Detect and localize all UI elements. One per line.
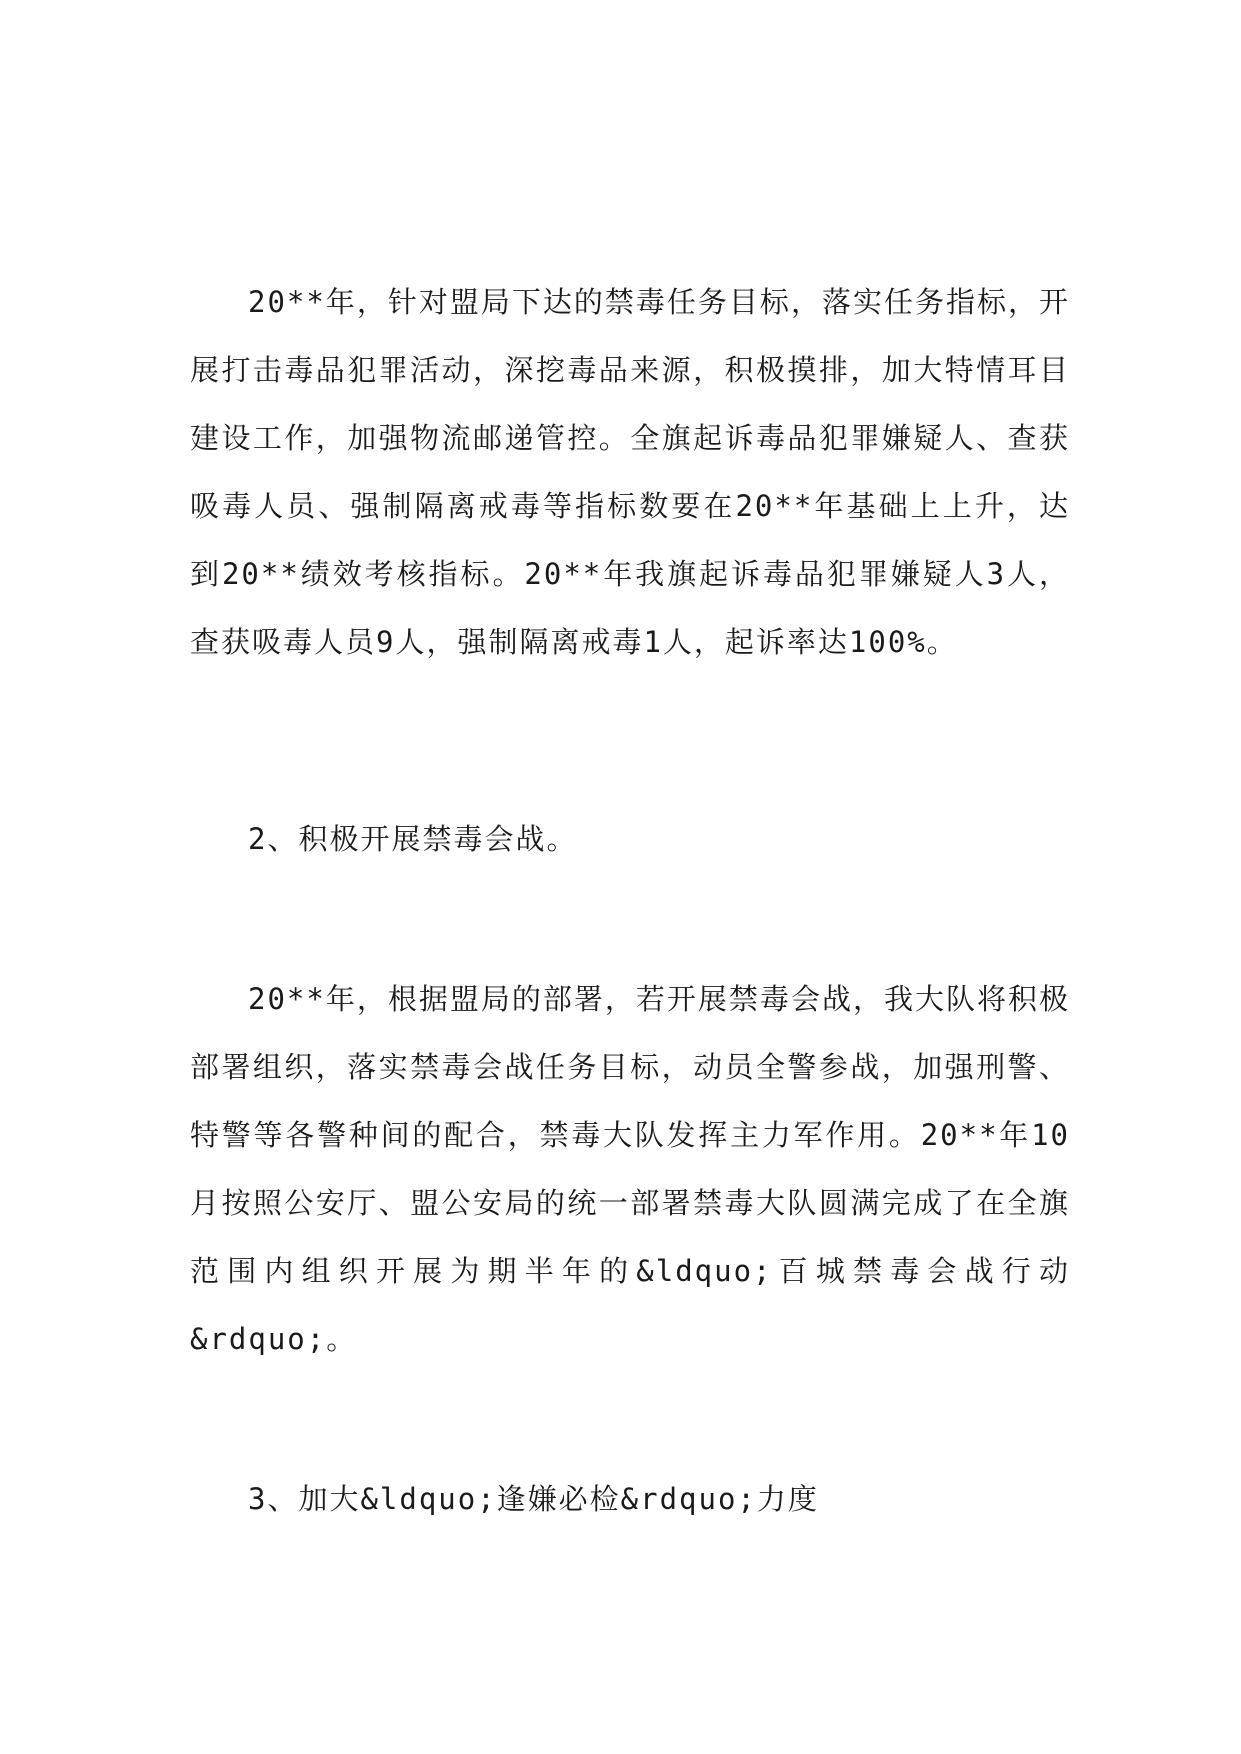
section-heading-3: 3、加大&ldquo;逢嫌必检&rdquo;力度 bbox=[248, 1482, 819, 1516]
paragraph-drug-campaign: 20**年，根据盟局的部署，若开展禁毒会战，我大队将积极部署组织，落实禁毒会战任务目标，动员全警参战，加强刑警、特警等各警种间的配合，禁毒大队发挥主力军作用。20**年10月按照公安厅、盟公安局的统一部署禁毒大队圆满完成了在全旗范围内组织开展为期半年的&ldquo;百城禁毒会战行动&rdquo;。 bbox=[190, 982, 1070, 1356]
section-heading-2: 2、积极开展禁毒会战。 bbox=[248, 822, 578, 856]
paragraph-drug-targets: 20**年，针对盟局下达的禁毒任务目标，落实任务指标，开展打击毒品犯罪活动，深挖毒品来源，积极摸排，加大特情耳目建设工作，加强物流邮递管控。全旗起诉毒品犯罪嫌疑人、查获吸毒人员、强制隔离戒毒等指标数要在20**年基础上上升，达到20**绩效考核指标。20**年我旗起诉毒品犯罪嫌疑人3人，查获吸毒人员9人，强制隔离戒毒1人，起诉率达100%。 bbox=[190, 285, 1070, 659]
